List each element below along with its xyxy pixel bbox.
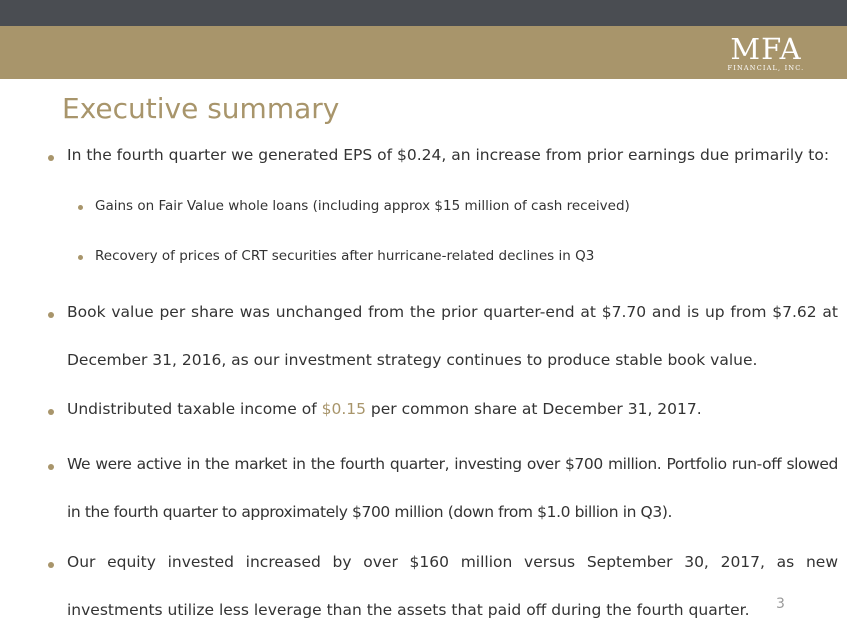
bullet-dot — [78, 205, 83, 210]
bullet-dot — [48, 409, 54, 415]
page-number: 3 — [776, 596, 785, 612]
slide-title: Executive summary — [62, 92, 340, 125]
bullet-text: Book value per share was unchanged from the prior quarter-end at $7.70 and is up from $7.62 at December 31, 2016, as our investment strategy continues to produce stable book value. — [67, 303, 838, 369]
bullet-text-part: per common share at December 31, 2017. — [365, 400, 702, 418]
bullet-market-activity — [48, 455, 838, 536]
sub-bullet-crt — [78, 248, 818, 264]
bullet-taxable-income — [48, 400, 838, 433]
bullet-dot — [48, 562, 54, 568]
bullet-equity-invested — [48, 553, 838, 634]
bullet-text: Our equity invested increased by over $160 million versus September 30, 2017, as new investments utilize less leverage than the assets that paid off during the fourth quarter. — [67, 553, 838, 619]
header-top-bar — [0, 0, 847, 26]
logo-wordmark: MFA — [730, 32, 802, 66]
bullet-text: In the fourth quarter we generated EPS of $0.24, an increase from prior earnings due primarily to: — [67, 146, 830, 164]
bullet-text: Gains on Fair Value whole loans (including approx $15 million of cash received) — [95, 198, 630, 214]
bullet-text: Recovery of prices of CRT securities after hurricane-related declines in Q3 — [95, 248, 595, 264]
logo-subtitle: FINANCIAL, INC. — [727, 64, 805, 72]
company-logo — [705, 34, 827, 74]
bullet-text — [67, 385, 702, 433]
bullet-text: We were active in the market in the fourth quarter, investing over $700 million. Portfolio run-off slowed in the fourth quarter to approximately $700 million (down from $1.0 billion in Q3). — [67, 455, 838, 521]
bullet-dot — [48, 155, 54, 161]
header-gold-band — [0, 26, 847, 79]
bullet-text-part: Undistributed taxable income of — [67, 400, 322, 418]
bullet-dot — [48, 312, 54, 318]
bullet-dot — [48, 464, 54, 470]
taxable-income-value: $0.15 — [321, 400, 366, 418]
bullet-dot — [78, 255, 83, 260]
bullet-eps — [48, 146, 838, 179]
sub-bullet-gains — [78, 198, 818, 214]
bullet-book-value — [48, 303, 838, 384]
